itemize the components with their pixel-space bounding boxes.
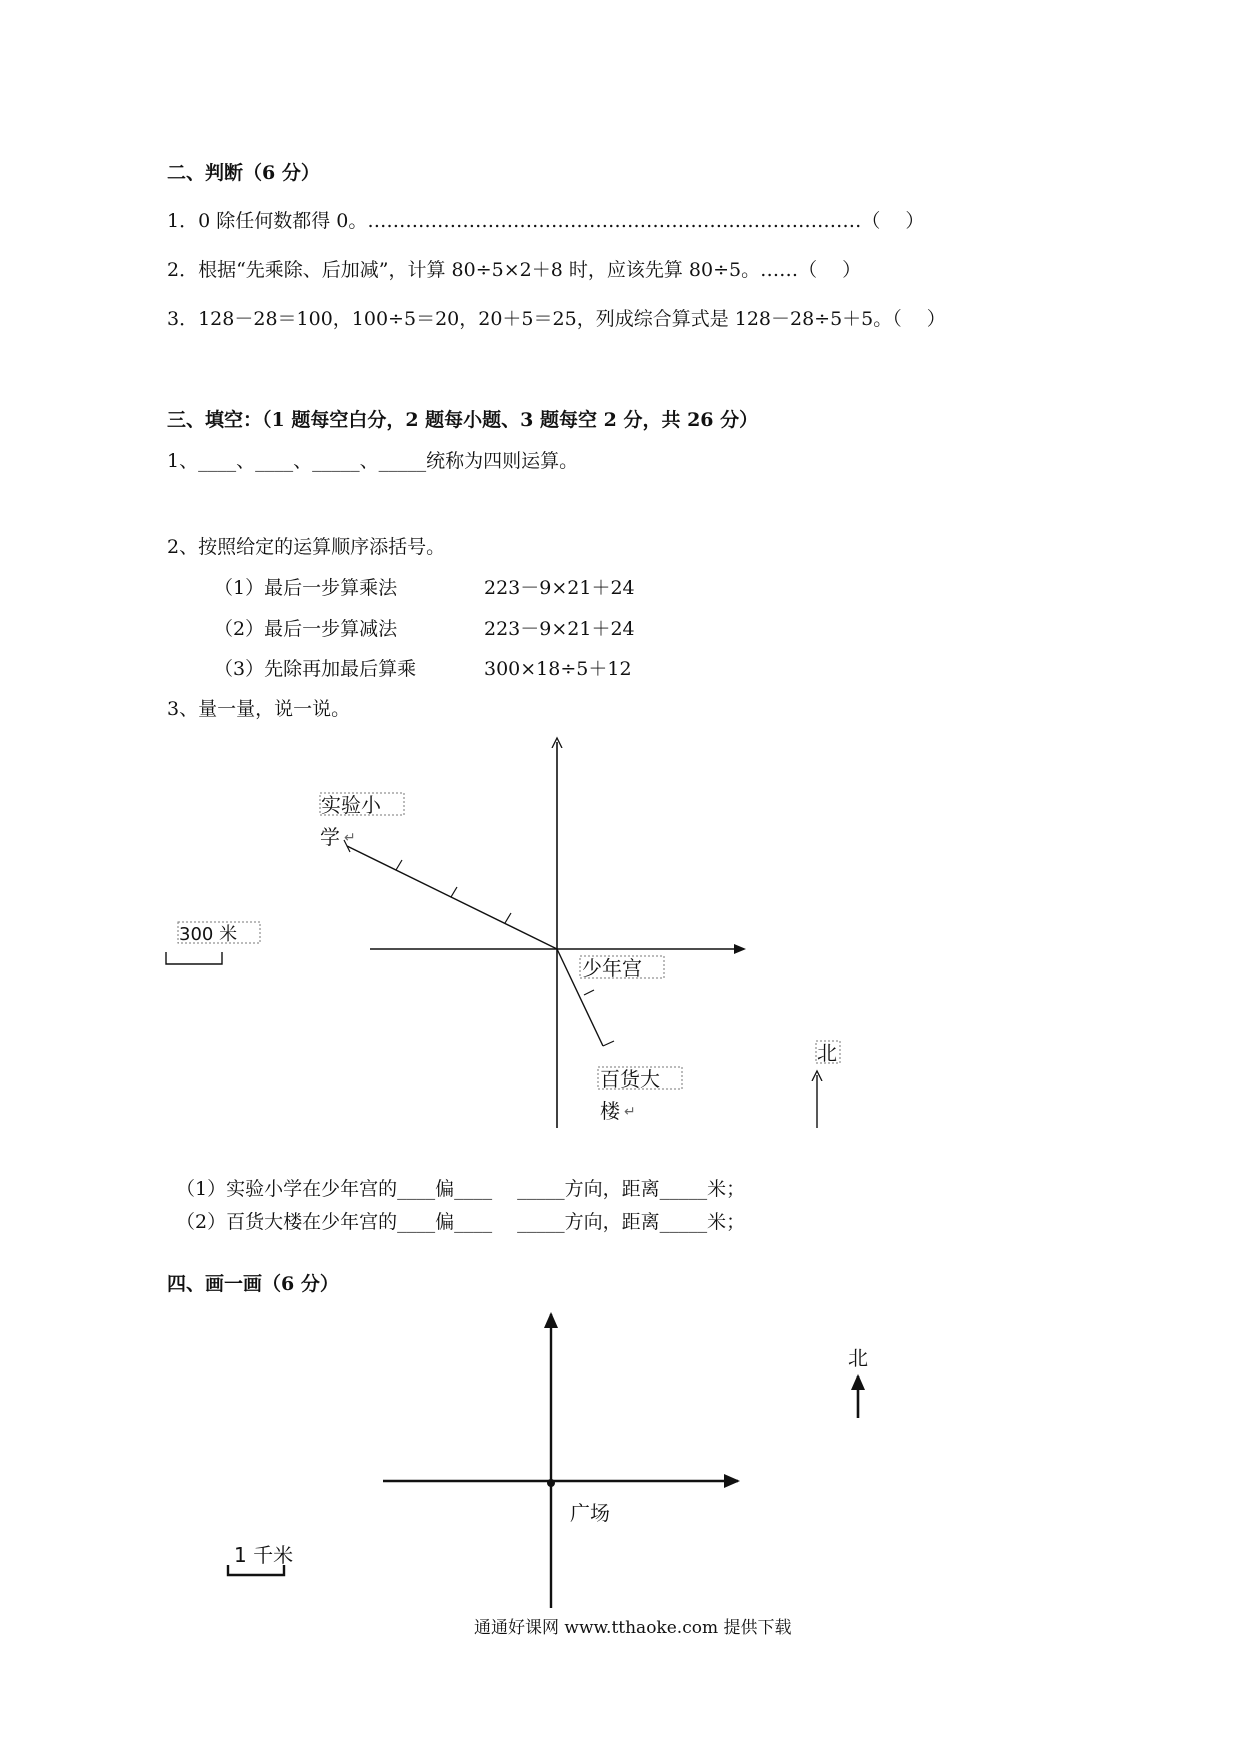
judge-question-1: 1．0 除任何数都得 0。……………………………………………………………………（ ） [167, 210, 925, 232]
section4-title: 四、画一画（6 分） [167, 1273, 339, 1295]
school-label-line1: 实验小 [321, 793, 381, 817]
bracket-item-1-expr: 223－9×21＋24 [484, 577, 635, 599]
north-label-1: 北 [817, 1041, 837, 1065]
fill-question-1: 1、____、____、_____、_____统称为四则运算。 [167, 450, 579, 472]
return-mark: ↵ [344, 830, 356, 846]
bracket-item-3-label: （3）先除再加最后算乘 [214, 658, 417, 680]
store-label-line1: 百货大 [600, 1067, 660, 1091]
bracket-item-1-label: （1）最后一步算乘法 [214, 577, 398, 599]
judge-question-2: 2．根据“先乘除、后加减”，计算 80÷5×2＋8 时，应该先算 80÷5。……（ ） [167, 259, 862, 281]
bracket-item-2-label: （2）最后一步算减法 [214, 618, 398, 640]
scale-label: 300 米 [179, 924, 238, 945]
section2-title: 二、判断（6 分） [167, 162, 320, 184]
fill-answer-1: （1）实验小学在少年宫的____偏____ _____方向，距离_____米； [176, 1178, 746, 1200]
fill-question-2-title: 2、按照给定的运算顺序添括号。 [167, 536, 446, 558]
bracket-item-2-expr: 223－9×21＋24 [484, 618, 635, 640]
judge-question-3: 3．128－28＝100，100÷5＝20，20＋5＝25，列成综合算式是 128－28÷5＋5。（ ） [167, 308, 946, 330]
fill-question-3-title: 3、量一量，说一说。 [167, 698, 351, 720]
north-label-2: 北 [848, 1346, 868, 1370]
plaza-label: 广场 [570, 1501, 610, 1525]
scale-label-2: 1 千米 [234, 1543, 294, 1567]
center-label: 少年宫 [582, 956, 642, 980]
return-mark: ↵ [624, 1104, 636, 1120]
store-label-line2: 楼 [600, 1099, 620, 1123]
section3-title: 三、填空：（1 题每空白分，2 题每小题、3 题每空 2 分，共 26 分） [167, 409, 759, 431]
fill-answer-2: （2）百货大楼在少年宫的____偏____ _____方向，距离_____米； [176, 1211, 746, 1233]
plaza-point [547, 1479, 555, 1487]
bracket-item-3-expr: 300×18÷5＋12 [484, 658, 632, 680]
school-label-line2: 学 [320, 825, 340, 849]
footer-text: 通通好课网 www.tthaoke.com 提供下载 [474, 1618, 792, 1638]
